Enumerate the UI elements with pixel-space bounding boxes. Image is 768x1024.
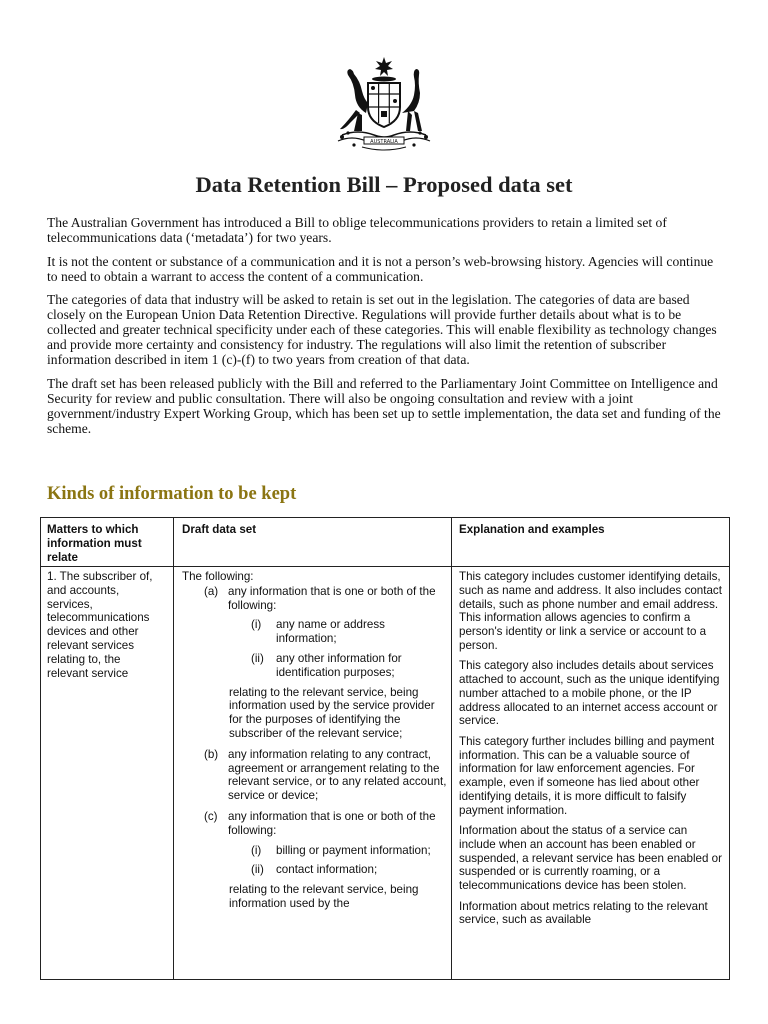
draft-item-a-ii-text: any other information for identification purposes; — [276, 651, 402, 679]
data-set-table — [40, 517, 730, 980]
draft-item-b-text: any information relating to any contract, agreement or arrangement relating to the relevant service, or to any related account, service or device; — [228, 747, 447, 803]
draft-item-c-tail: relating to the relevant service, being information used by the — [229, 883, 419, 910]
document-title: Data Retention Bill – Proposed data set — [195, 172, 573, 197]
table-header-matters: Matters to which information must relate — [47, 523, 142, 564]
draft-item-a-ii — [182, 652, 448, 680]
explanation-paragraph: This category includes customer identifying details, such as name and address. It also includes contact details, such as phone number and email address. This information allows agencies to confirm a person's identity or link a service or account to a person. — [459, 570, 722, 652]
explanation-paragraph: This category also includes details about services attached to account, such as the unique identifying number attached to a mobile phone, or the IP address allocated to an internet access account or service. — [459, 659, 720, 728]
draft-item-a — [182, 585, 448, 613]
draft-item-a-tail: relating to the relevant service, being information used by the service provider for the purposes of identifying the subscriber of the relevant service; — [229, 685, 435, 740]
explanation-paragraph: Information about the status of a service can include when an account has been enabled or suspended, a relevant service has been enabled or suspended or is currently roaming, or a telecommunications device has been stolen. — [459, 824, 722, 893]
draft-item-c-ii-label: (ii) — [251, 863, 264, 877]
intro-paragraph-1: The Australian Government has introduced a Bill to oblige telecommunications providers to retain a limited set of telecommunications data (‘metadata’) for two years. — [47, 215, 667, 245]
draft-item-c-text: any information that is one or both of the following: — [228, 809, 436, 837]
table-header-explanation: Explanation and examples — [459, 523, 605, 536]
draft-item-a-text: any information that is one or both of the following: — [228, 584, 436, 612]
table-divider — [41, 566, 729, 567]
draft-item-c-label: (c) — [204, 809, 218, 823]
coat-of-arms-logo — [328, 55, 440, 155]
table-header-draft-data-set: Draft data set — [182, 523, 257, 536]
row-1-matter: 1. The subscriber of, and accounts, services, telecommunications devices and other relevant services relating to, the relevant service — [47, 570, 153, 680]
draft-item-c-i-text: billing or payment information; — [276, 843, 431, 857]
draft-item-c-ii — [182, 863, 448, 877]
draft-item-c — [182, 810, 448, 838]
explanation-paragraph: Information about metrics relating to the relevant service, such as available — [459, 899, 708, 927]
intro-paragraph-4: The draft set has been released publicly with the Bill and referred to the Parliamentary Joint Committee on Intelligence and Security for review and public consultation. There will also be ongoing consultation and review with a joint government/industry Expert Working Group, which has been set up to settle implementation, the data set and funding of the scheme. — [47, 375, 721, 436]
explanation-paragraph: This category further includes billing and payment information. This can be a valuable source of information for law enforcement agencies. For example, even if someone has lied about other identifying details, it is more difficult to falsify payment information. — [459, 734, 715, 817]
intro-paragraph-2: It is not the content or substance of a communication and it is not a person’s web-browsing history. Agencies will continue to need to obtain a warrant to access the content of a communication. — [47, 253, 714, 284]
draft-item-c-i — [182, 844, 448, 858]
intro-body — [47, 215, 723, 444]
section-heading: Kinds of information to be kept — [47, 484, 297, 504]
draft-item-a-ii-label: (ii) — [251, 651, 264, 665]
draft-item-c-i-label: (i) — [251, 843, 262, 857]
draft-item-b-label: (b) — [204, 747, 219, 761]
svg-text:AUSTRALIA: AUSTRALIA — [370, 139, 398, 145]
row-1-explanation — [459, 570, 727, 934]
intro-paragraph-3: The categories of data that industry will be asked to retain is set out in the legislation. The categories of data are based closely on the European Union Data Retention Directive. Regulations will provide further details about what is to be collected and greater technical specificity under each of these categories. This will enable flexibility as technology changes and provide more certainty and consistency for industry. The regulations will also limit the retention of subscriber information described in item 1 (c)-(f) to two years from creation of that data. — [47, 292, 717, 367]
draft-intro: The following: — [182, 570, 254, 583]
draft-item-a-label: (a) — [204, 584, 219, 598]
draft-item-a-i — [182, 618, 448, 646]
draft-item-a-i-text: any name or address information; — [276, 618, 385, 646]
table-divider — [451, 518, 452, 979]
draft-item-b — [182, 748, 448, 803]
table-divider — [173, 518, 174, 979]
draft-item-c-ii-text: contact information; — [276, 863, 378, 877]
row-1-draft-data-set — [182, 570, 448, 911]
draft-item-a-i-label: (i) — [251, 618, 262, 632]
